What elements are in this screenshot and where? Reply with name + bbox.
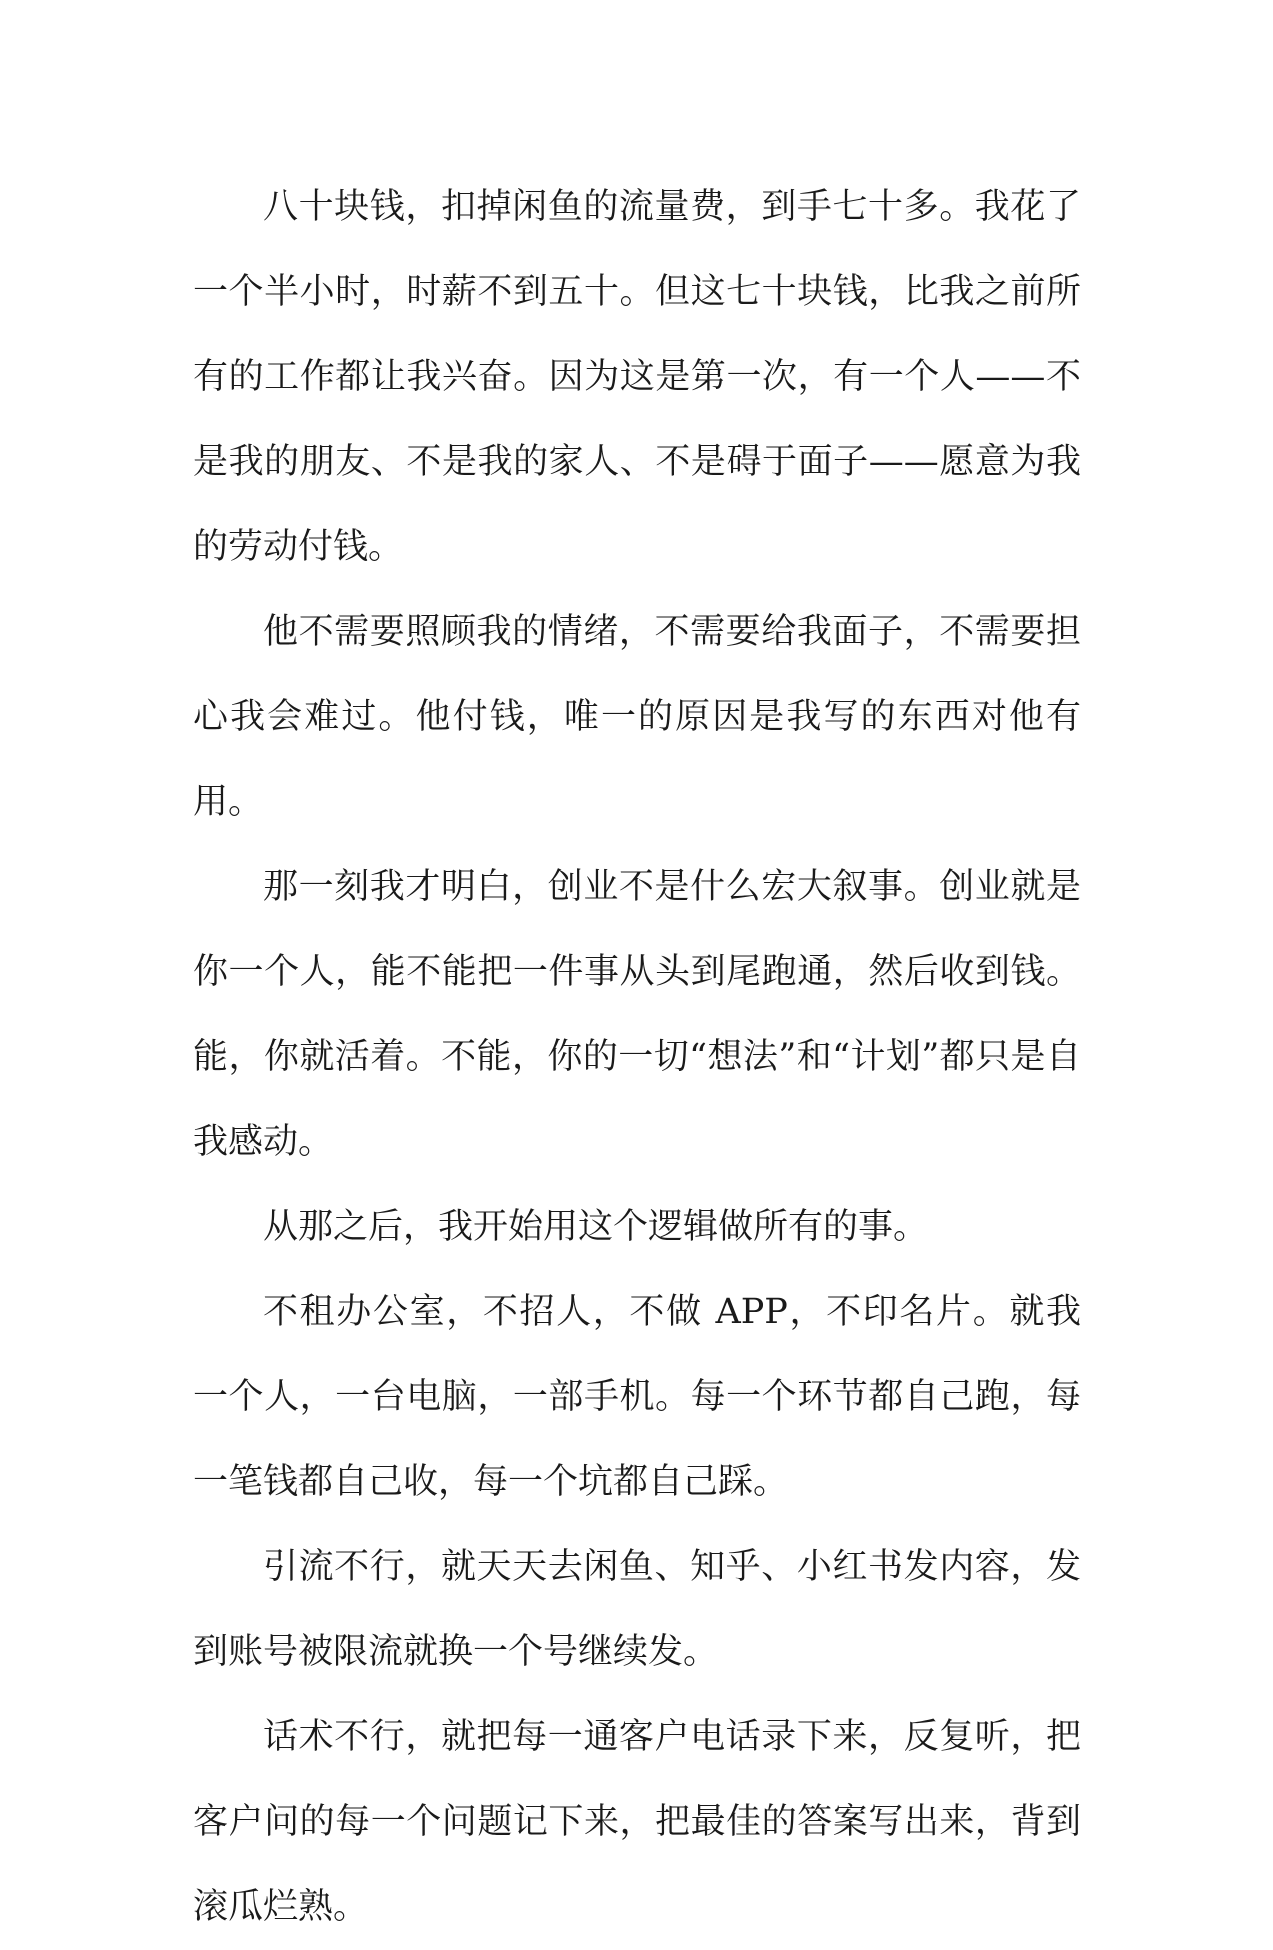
document-body bbox=[193, 165, 1081, 1950]
paragraph: 话术不行，就把每一通客户电话录下来，反复听，把客户问的每一个问题记下来，把最佳的答案写出来，背到滚瓜烂熟。 bbox=[193, 1717, 1081, 1927]
paragraph: 八十块钱，扣掉闲鱼的流量费，到手七十多。我花了一个半小时，时薪不到五十。但这七十块钱，比我之前所有的工作都让我兴奋。因为这是第一次，有一个人——不是我的朋友、不是我的家人、不是碍于面子——愿意为我的劳动付钱。 bbox=[193, 187, 1081, 567]
paragraph: 从那之后，我开始用这个逻辑做所有的事。 bbox=[263, 1207, 929, 1247]
paragraph: 引流不行，就天天去闲鱼、知乎、小红书发内容，发到账号被限流就换一个号继续发。 bbox=[193, 1547, 1081, 1672]
paragraph: 那一刻我才明白，创业不是什么宏大叙事。创业就是你一个人，能不能把一件事从头到尾跑通，然后收到钱。能，你就活着。不能，你的一切“想法”和“计划”都只是自我感动。 bbox=[193, 867, 1081, 1162]
paragraph: 他不需要照顾我的情绪，不需要给我面子，不需要担心我会难过。他付钱，唯一的原因是我写的东西对他有用。 bbox=[193, 612, 1081, 822]
paragraph: 不租办公室，不招人，不做 APP，不印名片。就我一个人，一台电脑，一部手机。每一个环节都自己跑，每一笔钱都自己收，每一个坑都自己踩。 bbox=[193, 1292, 1081, 1502]
